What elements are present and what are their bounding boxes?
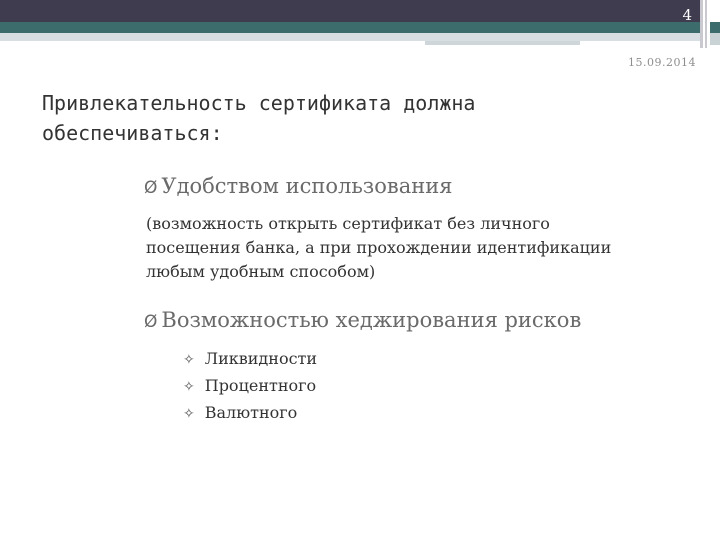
star-bullet-icon: ✧ [183, 406, 195, 422]
bullet-note: (возможность открыть сертификат без личного посещения банка, а при прохождении идентификации любым удобным способом) [146, 214, 612, 281]
header-divider [700, 0, 703, 48]
bullet-usability [144, 174, 453, 198]
arrow-bullet-icon: Ø [144, 312, 158, 332]
bullet-text: Возможностью хеджирования рисков [161, 308, 582, 332]
list-item [183, 400, 317, 427]
header-teal-band [0, 22, 700, 33]
star-bullet-icon: ✧ [183, 379, 195, 395]
list-item [183, 373, 317, 400]
list-item-text: Ликвидности [204, 349, 318, 368]
arrow-bullet-icon: Ø [144, 178, 158, 198]
header-divider-thin [705, 0, 707, 48]
list-item-text: Валютного [204, 403, 298, 422]
slide-number: 4 [682, 6, 692, 24]
slide-date: 15.09.2014 [628, 56, 696, 69]
bullet-hedging [144, 308, 581, 332]
header-accent-strip [425, 41, 580, 45]
slide-title: Привлекательность сертификата должна обеспечиваться: [42, 91, 476, 145]
header-light-band [0, 33, 700, 41]
star-bullet-icon: ✧ [183, 352, 195, 368]
list-item-text: Процентного [204, 376, 317, 395]
list-item [183, 346, 317, 373]
header-right-light [710, 33, 720, 45]
bullet-text: Удобством использования [161, 174, 453, 198]
header-right-teal [710, 22, 720, 33]
risk-list [183, 346, 317, 427]
header-dark-band [0, 0, 700, 22]
